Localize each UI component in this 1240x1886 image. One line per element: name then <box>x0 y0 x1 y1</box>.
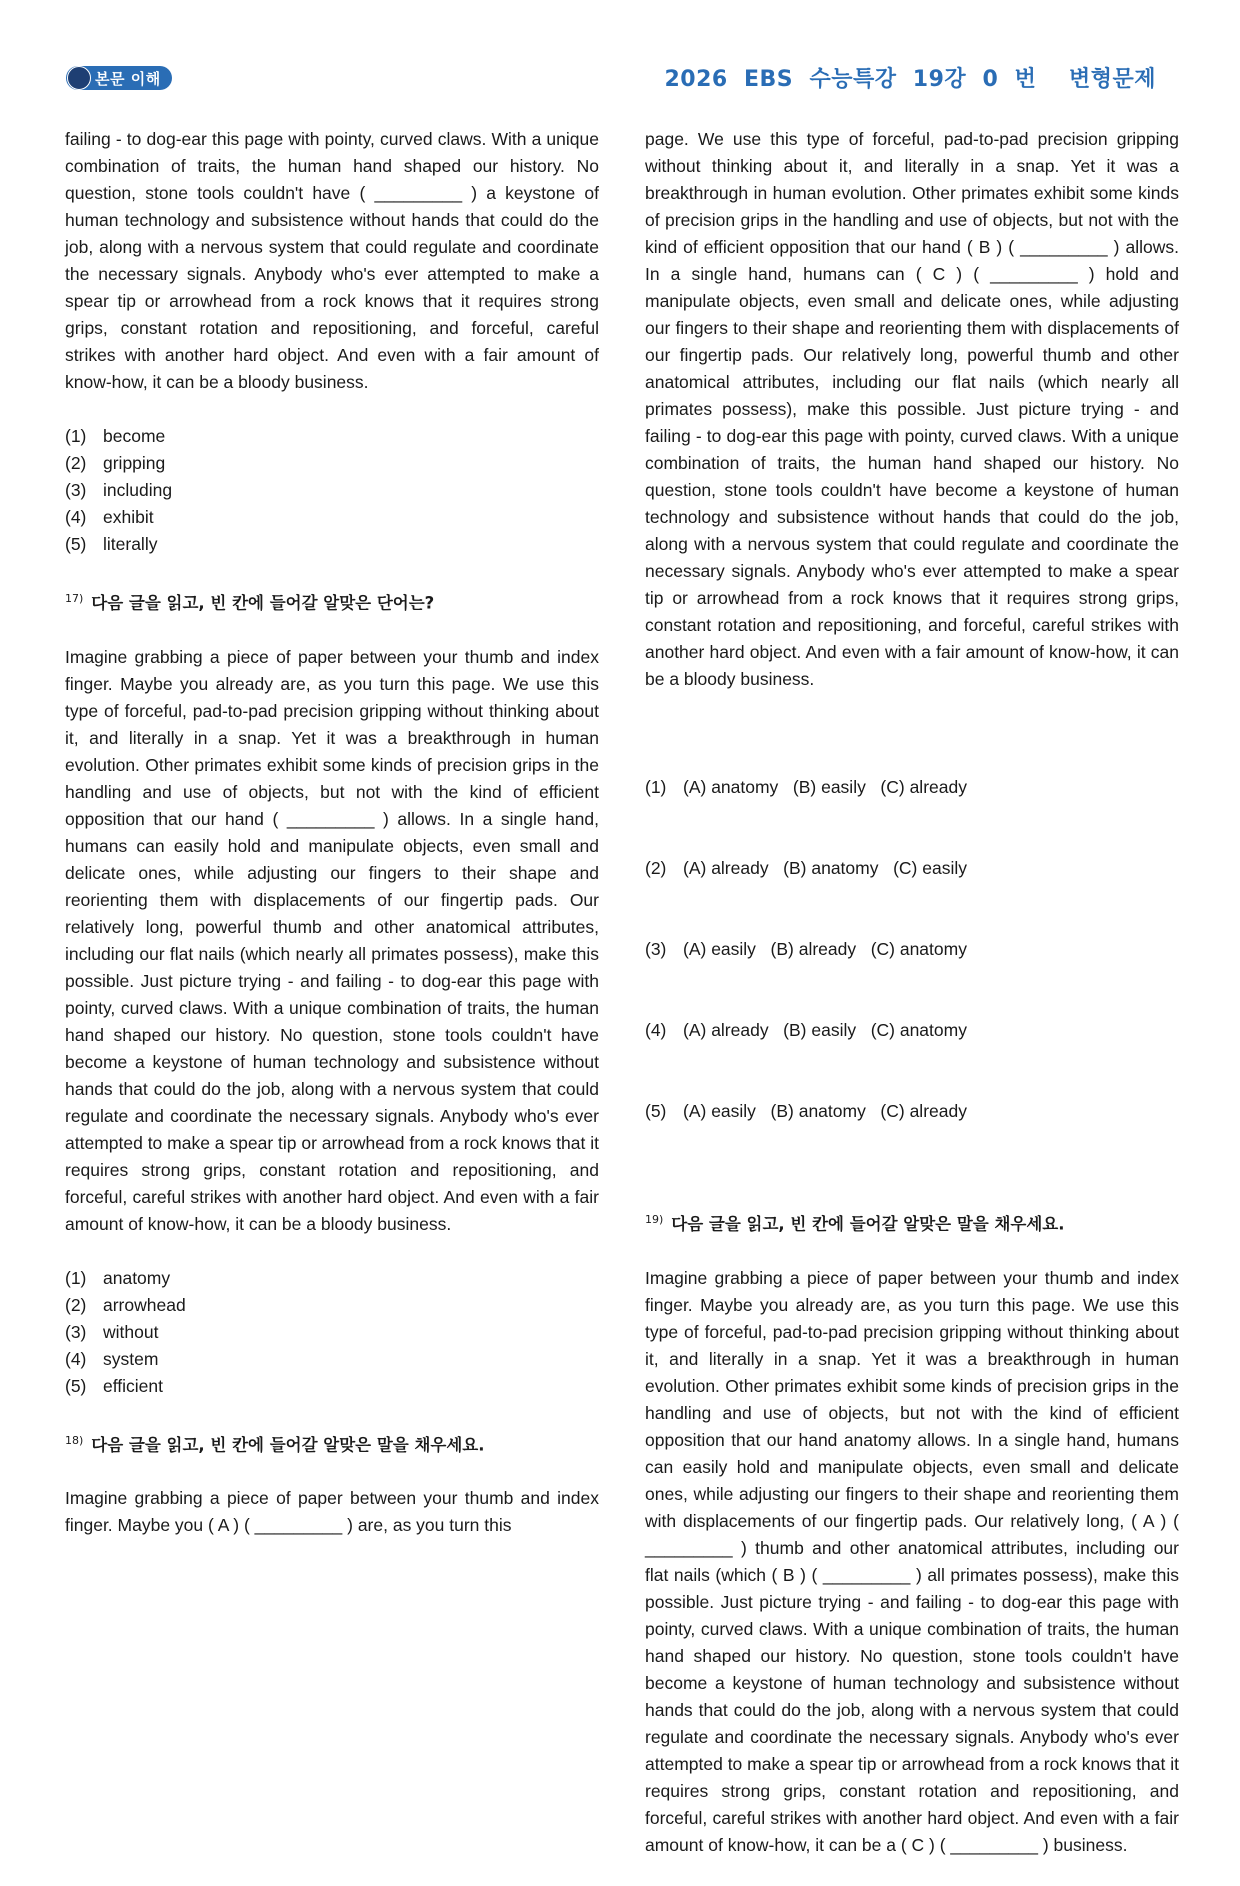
option-item: (4) system <box>65 1348 159 1369</box>
right-column <box>645 126 1179 1886</box>
badge-label: 본문 이해 <box>95 69 161 88</box>
option-item: (4) exhibit <box>65 507 154 527</box>
option-item: (1) become <box>65 426 166 446</box>
question-instruction: 다음 글을 읽고, 빈 칸에 들어갈 알맞은 말을 채우세요. <box>91 1435 485 1454</box>
option-item: (5) efficient <box>65 1375 163 1396</box>
page-header <box>66 58 1156 102</box>
option-item: (1) (A) anatomy (B) easily (C) already <box>645 777 967 797</box>
option-item: (4) (A) already (B) easily (C) anatomy <box>645 1020 967 1040</box>
question-number: 17) <box>65 592 84 605</box>
left-column <box>65 126 599 1566</box>
question-17-options <box>65 1265 599 1400</box>
option-item: (5) (A) easily (B) anatomy (C) already <box>645 1101 967 1121</box>
question-number: 19) <box>645 1213 664 1226</box>
question-18-passage-start: Imagine grabbing a piece of paper between your thumb and index finger. Maybe you ( A ) ( _________ ) are, as you turn this <box>65 1488 599 1535</box>
option-item: (2) gripping <box>65 453 166 473</box>
question-17-passage: Imagine grabbing a piece of paper between your thumb and index finger. Maybe you already are, as you turn this page. We use this type of forceful, pad-to-pad precision gripping without thinking about it, and literally in a snap. Yet it was a breakthrough in human evolution. Other primates exhibit some kinds of precision grips in the handling and use of objects, but not with the kind of efficient opposition that our hand ( _________ ) allows. In a single hand, humans can easily hold and manipulate objects, even small and delicate ones, while adjusting our fingers to their shape and reorienting them with displacements of our fingertip pads. Our relatively long, powerful thumb and other anatomical attributes, including our flat nails (which nearly all primates possess), make this possible. Just picture trying - and failing - to dog-ear this page with pointy, curved claws. With a unique combination of traits, the human hand shaped our history. No question, stone tools couldn't have become a keystone of human technology and subsistence without hands that could do the job, along with a nervous system that could regulate and coordinate the necessary signals. Anybody who's ever attempted to make a spear tip or arrowhead from a rock knows that it requires strong grips, constant rotation and repositioning, and forceful, careful strikes with another hard object. And even with a fair amount of know-how, it can be a bloody business. <box>65 646 599 1234</box>
option-item: (3) without <box>65 1321 159 1342</box>
continued-options <box>65 423 599 558</box>
question-19-passage: Imagine grabbing a piece of paper between your thumb and index finger. Maybe you already are, as you turn this page. We use this type of forceful, pad-to-pad precision gripping without thinking about it, and literally in a snap. Yet it was a breakthrough in human evolution. Other primates exhibit some kinds of precision grips in the handling and use of objects, but not with the kind of efficient opposition that our hand anatomy allows. In a single hand, humans can easily hold and manipulate objects, even small and delicate ones, while adjusting our fingers to their shape and reorienting them with displacements of our fingertip pads. Our relatively long, ( A ) ( _________ ) thumb and other anatomical attributes, including our flat nails (which ( B ) ( _________ ) all primates possess), make this possible. Just picture trying - and failing - to dog-ear this page with pointy, curved claws. With a unique combination of traits, the human hand shaped our history. No question, stone tools couldn't have become a keystone of human technology and subsistence without hands that could do the job, along with a nervous system that could regulate and coordinate the necessary signals. Anybody who's ever attempted to make a spear tip or arrowhead from a rock knows that it requires strong grips, constant rotation and repositioning, and forceful, careful strikes with another hard object. And even with a fair amount of know-how, it can be a ( C ) ( _________ ) business. <box>645 1267 1179 1855</box>
option-item: (3) including <box>65 480 173 500</box>
option-item: (2) arrowhead <box>65 1294 186 1315</box>
question-18-passage-continued: page. We use this type of forceful, pad-to-pad precision gripping without thinking about it, and literally in a snap. Yet it was a breakthrough in human evolution. Other primates exhibit some kinds of precision grips in the handling and use of objects, but not with the kind of efficient opposition that our hand ( B ) ( _________ ) allows. In a single hand, humans can ( C ) ( _________ ) hold and manipulate objects, even small and delicate ones, while adjusting our fingers to their shape and reorienting them with displacements of our fingertip pads. Our relatively long, powerful thumb and other anatomical attributes, including our flat nails (which nearly all primates possess), make this possible. Just picture trying - and failing - to dog-ear this page with pointy, curved claws. With a unique combination of traits, the human hand shaped our history. No question, stone tools couldn't have become a keystone of human technology and subsistence without hands that could do the job, along with a nervous system that could regulate and coordinate the necessary signals. Anybody who's ever attempted to make a spear tip or arrowhead from a rock knows that it requires strong grips, constant rotation and repositioning, and forceful, careful strikes with another hard object. And even with a fair amount of know-how, it can be a bloody business. <box>645 129 1179 689</box>
question-instruction: 다음 글을 읽고, 빈 칸에 들어갈 알맞은 단어는? <box>91 593 435 613</box>
option-item: (5) literally <box>65 534 158 554</box>
question-19-heading <box>645 1206 1179 1238</box>
option-item: (1) anatomy <box>65 1267 171 1288</box>
question-number: 18) <box>65 1433 84 1447</box>
half-circle-icon <box>67 66 91 90</box>
continued-passage: failing - to dog-ear this page with pointy, curved claws. With a unique combination of traits, the human hand shaped our history. No question, stone tools couldn't have ( _________ ) a keystone of human technology and subsistence without hands that could do the job, along with a nervous system that could regulate and coordinate the necessary signals. Anybody who's ever attempted to make a spear tip or arrowhead from a rock knows that it requires strong grips, constant rotation and repositioning, and forceful, careful strikes with another hard object. And even with a fair amount of know-how, it can be a bloody business. <box>65 129 599 392</box>
section-badge <box>66 66 172 90</box>
question-18-options <box>645 720 1179 1179</box>
question-instruction: 다음 글을 읽고, 빈 칸에 들어갈 알맞은 말을 채우세요. <box>671 1214 1065 1234</box>
option-item: (2) (A) already (B) anatomy (C) easily <box>645 858 967 878</box>
page-title: 2026 EBS 수능특강 19강 0 번 변형문제 <box>664 67 1156 92</box>
question-17-heading <box>65 585 599 617</box>
option-item: (3) (A) easily (B) already (C) anatomy <box>645 939 967 959</box>
question-18-heading <box>65 1427 599 1459</box>
